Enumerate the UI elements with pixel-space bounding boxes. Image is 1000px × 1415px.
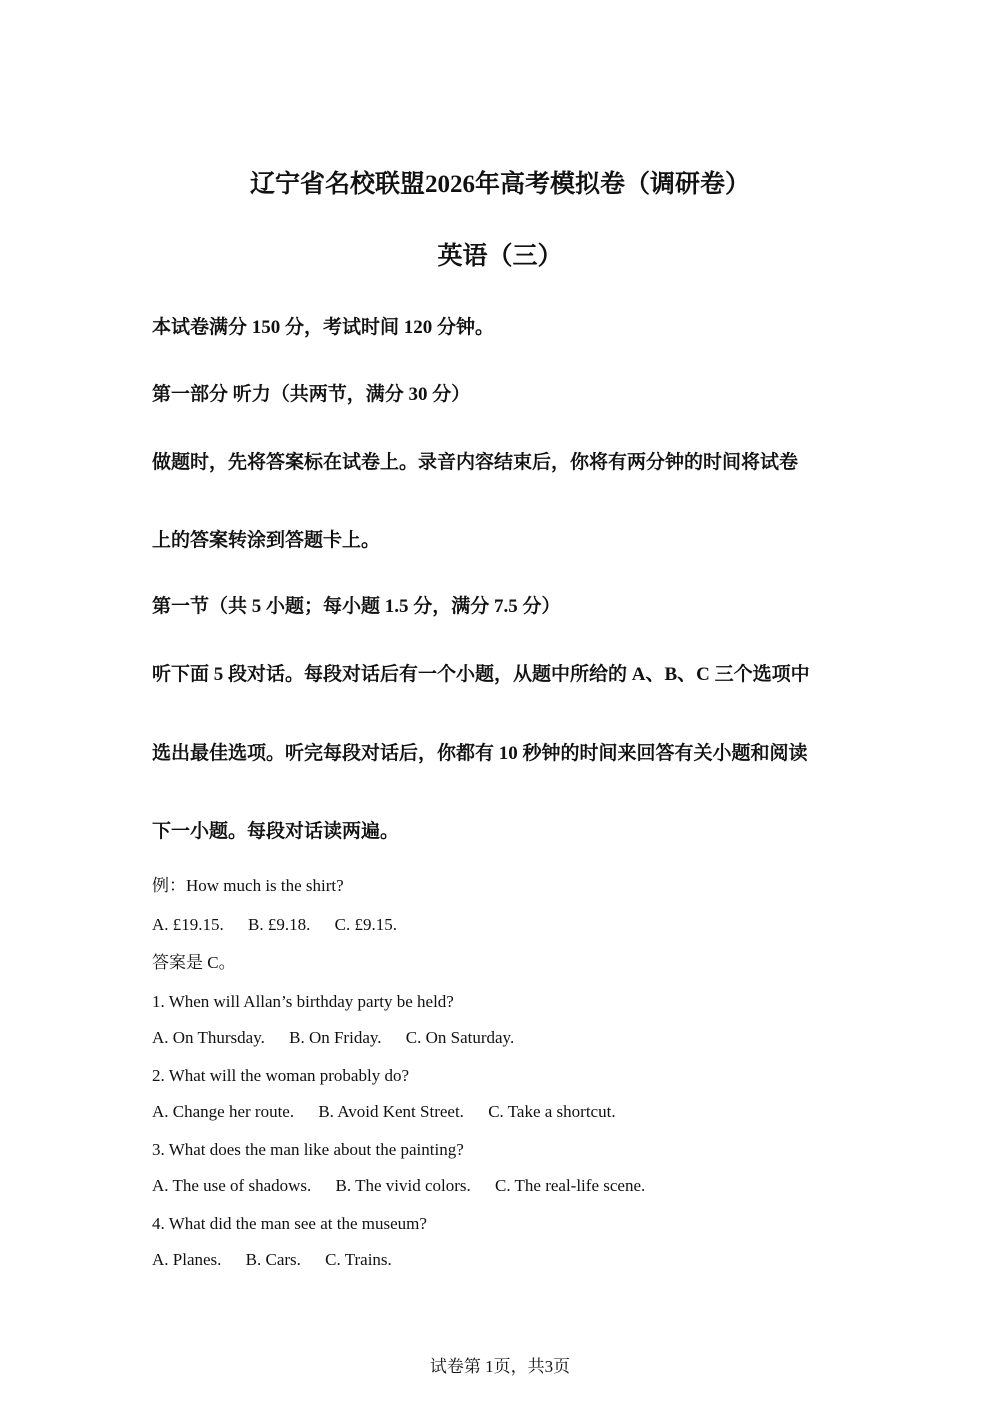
section1-instruction-line-2: 选出最佳选项。听完每段对话后，你都有 10 秒钟的时间来回答有关小题和阅读: [152, 743, 808, 764]
example-option-c: C. £9.15.: [334, 915, 397, 934]
page-footer: 试卷第 1页，共3页: [429, 1357, 571, 1376]
question-4-option-a: A. Planes.: [152, 1250, 222, 1269]
section1-heading: 第一节（共 5 小题；每小题 1.5 分，满分 7.5 分）: [152, 596, 561, 617]
question-1-option-c: C. On Saturday.: [405, 1028, 515, 1047]
section1-instruction-line-3: 下一小题。每段对话读两遍。: [152, 821, 400, 842]
part1-instruction-line-1: 做题时，先将答案标在试卷上。录音内容结束后，你将有两分钟的时间将试卷: [152, 452, 799, 473]
question-1-option-b: B. On Friday.: [289, 1028, 382, 1047]
question-2-option-a: A. Change her route.: [152, 1102, 295, 1121]
question-4-options: [152, 1251, 392, 1268]
question-2-option-c: C. Take a shortcut.: [488, 1102, 616, 1121]
example-option-b: B. £9.18.: [248, 915, 311, 934]
question-4: 4. What did the man see at the museum?: [152, 1214, 427, 1233]
question-2-option-b: B. Avoid Kent Street.: [318, 1102, 464, 1121]
question-4-option-b: B. Cars.: [245, 1250, 301, 1269]
question-4-option-c: C. Trains.: [325, 1250, 392, 1269]
question-3-option-a: A. The use of shadows.: [152, 1176, 312, 1195]
example-options: [152, 916, 397, 933]
question-1: 1. When will Allan’s birthday party be held?: [152, 992, 454, 1011]
example-question: 例：How much is the shirt?: [152, 876, 344, 895]
question-3-option-c: C. The real-life scene.: [494, 1176, 646, 1195]
question-2: 2. What will the woman probably do?: [152, 1066, 409, 1085]
question-1-options: [152, 1029, 514, 1046]
exam-subtitle: 英语（三）: [437, 243, 563, 270]
question-3-option-b: B. The vivid colors.: [335, 1176, 471, 1195]
part1-instruction-line-2: 上的答案转涂到答题卡上。: [152, 530, 381, 551]
exam-title: 辽宁省名校联盟2026年高考模拟卷（调研卷）: [249, 171, 750, 198]
part1-heading: 第一部分 听力（共两节，满分 30 分）: [152, 384, 471, 405]
example-option-a: A. £19.15.: [152, 915, 224, 934]
example-answer: 答案是 C。: [152, 953, 236, 972]
question-3: 3. What does the man like about the painting?: [152, 1140, 464, 1159]
question-3-options: [152, 1177, 645, 1194]
question-2-options: [152, 1103, 616, 1120]
score-line: 本试卷满分 150 分，考试时间 120 分钟。: [152, 317, 495, 338]
section1-instruction-line-1: 听下面 5 段对话。每段对话后有一个小题，从题中所给的 A、B、C 三个选项中: [152, 664, 810, 685]
question-1-option-a: A. On Thursday.: [152, 1028, 265, 1047]
